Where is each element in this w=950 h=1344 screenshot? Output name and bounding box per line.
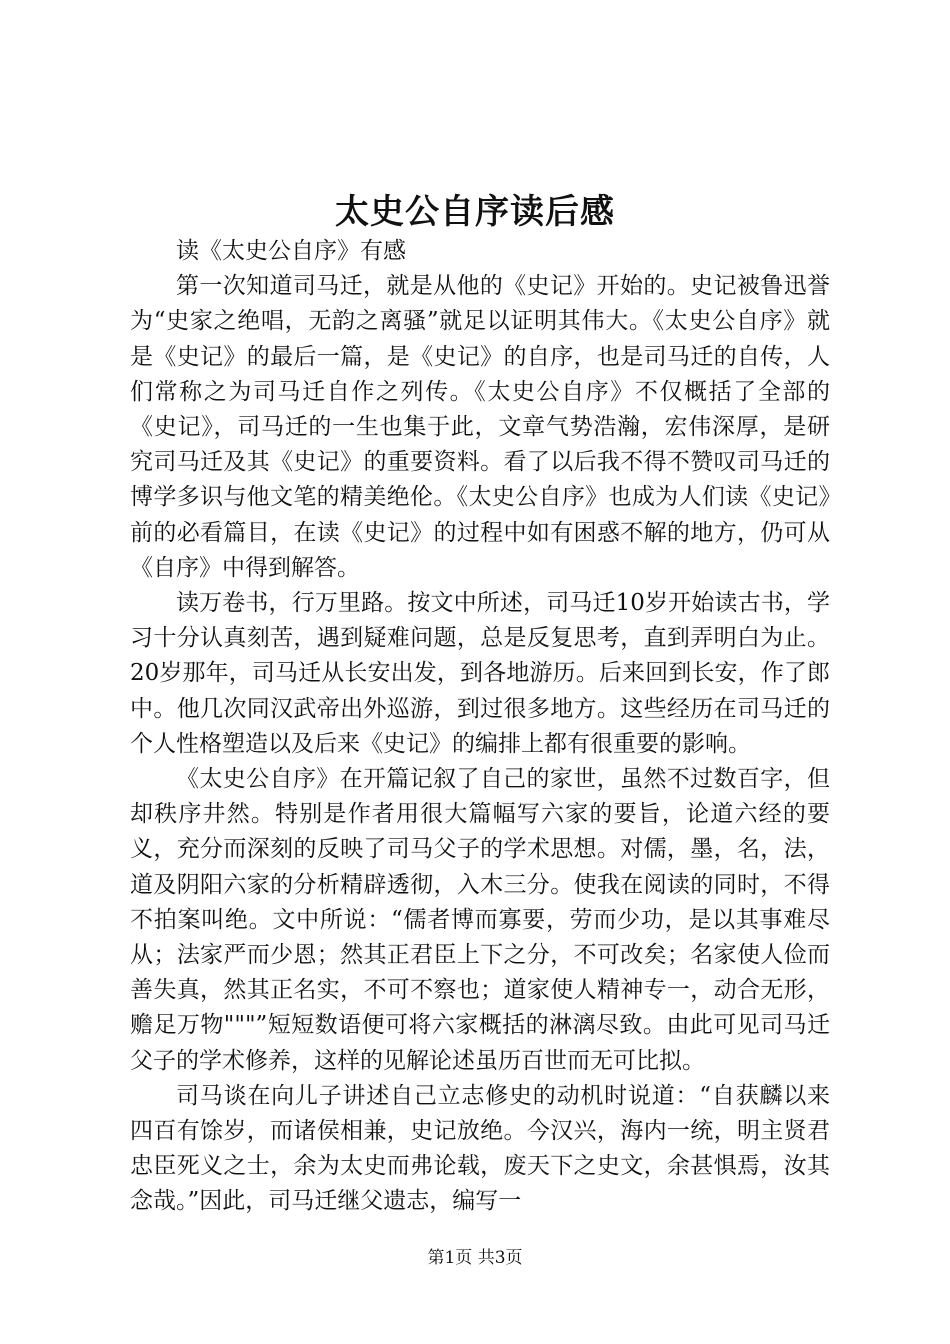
paragraph-1: 第一次知道司马迁，就是从他的《史记》开始的。史记被鲁迅誉为“史家之绝唱，无韵之离骚”就足以证明其伟大。《太史公自序》就是《史记》的最后一篇，是《史记》的自序，也是司马迁的自传，人们常称之为司马迁自作之列传。《太史公自序》不仅概括了全部的《史记》，司马迁的一生也集于此，文章气势浩瀚，宏伟深厚，是研究司马迁及其《史记》的重要资料。看了以后我不得不赞叹司马迁的博学多识与他文笔的精美绝伦。《太史公自序》也成为人们读《史记》前的必看篇目，在读《史记》的过程中如有困惑不解的地方，仍可从《自序》中得到解答。 [130, 273, 830, 581]
document-body [130, 234, 830, 1220]
paragraph-4: 司马谈在向儿子讲述自己立志修史的动机时说道：“自获麟以来四百有馀岁，而诸侯相兼，史记放绝。今汉兴，海内一统，明主贤君忠臣死义之士，余为太史而弗论载，废天下之史文，余甚惧焉，汝其念哉。”因此，司马迁继父遗志，编写一 [130, 1082, 830, 1215]
paragraph-2: 读万卷书，行万里路。按文中所述，司马迁10岁开始读古书，学习十分认真刻苦，遇到疑难问题，总是反复思考，直到弄明白为止。20岁那年，司马迁从长安出发，到各地游历。后来回到长安，作了郎中。他几次同汉武帝出外巡游，到过很多地方。这些经历在司马迁的个人性格塑造以及后来《史记》的编排上都有很重要的影响。 [130, 590, 830, 757]
document-title: 太史公自序读后感 [335, 192, 615, 232]
page-number-footer: 第1页 共3页 [427, 1248, 523, 1268]
paragraph-subtitle: 读《太史公自序》有感 [176, 238, 406, 264]
paragraph-3: 《太史公自序》在开篇记叙了自己的家世，虽然不过数百字，但却秩序井然。特别是作者用很大篇幅写六家的要旨，论道六经的要义，充分而深刻的反映了司马父子的学术思想。对儒，墨，名，法，道及阴阳六家的分析精辟透彻，入木三分。使我在阅读的同时，不得不拍案叫绝。文中所说：“儒者博而寡要，劳而少功，是以其事难尽从；法家严而少恩；然其正君臣上下之分，不可改矣；名家使人俭而善失真，然其正名实，不可不察也；道家使人精神专一，动合无形，赡足万物"""”短短数语便可将六家概括的淋漓尽致。由此可见司马迁父子的学术修养，这样的见解论述虽历百世而无可比拟。 [130, 766, 830, 1074]
